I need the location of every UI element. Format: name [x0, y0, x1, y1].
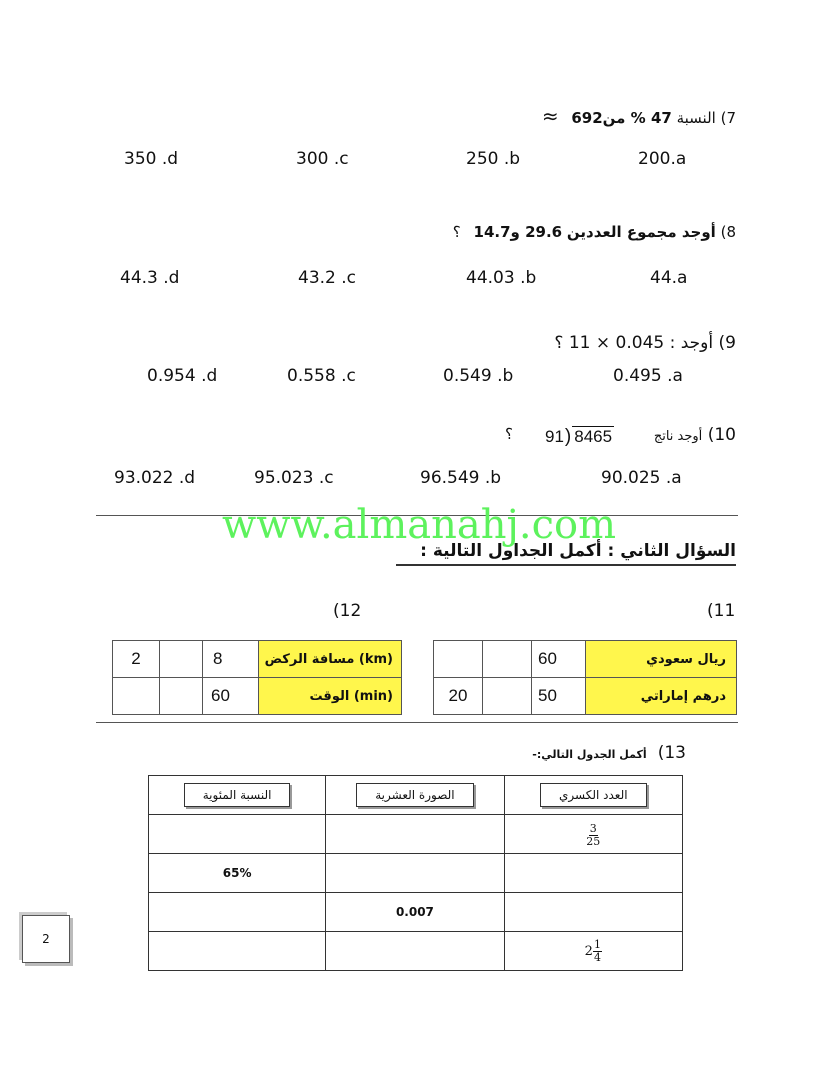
- question-10-mark: ؟: [505, 425, 513, 443]
- q9-option-d[interactable]: 0.954 .d: [147, 366, 218, 386]
- r2-fraction[interactable]: [504, 854, 682, 893]
- table-11-r1-label: ريال سعودي: [586, 641, 737, 678]
- question-8: [453, 223, 736, 241]
- fraction-3-25: $\frac{3}{25}$: [586, 821, 601, 848]
- q8-option-d[interactable]: 44.3 .d: [120, 268, 180, 288]
- header-percent-cell: [149, 776, 326, 815]
- question-8-mark: ؟: [452, 223, 461, 241]
- table-11-r2-label: درهم إماراتي: [586, 678, 737, 715]
- table-12-r2-c2[interactable]: [160, 678, 203, 715]
- table-11-r1-c1: 60: [532, 641, 586, 678]
- q9-option-a[interactable]: 0.495 .a: [613, 366, 683, 386]
- table-row: [113, 641, 402, 678]
- table-12-r2-c3[interactable]: [113, 678, 160, 715]
- table-12: [112, 640, 402, 715]
- r2-decimal[interactable]: [326, 854, 504, 893]
- r2-percent: 65%: [149, 854, 326, 893]
- question-7-text: النسبة: [676, 109, 716, 127]
- long-division: 91) 8465: [545, 426, 613, 447]
- q8-option-a[interactable]: 44.a: [650, 268, 688, 288]
- header-decimal-cell: [326, 776, 504, 815]
- q10-option-b[interactable]: 96.549 .b: [420, 468, 502, 488]
- q7-option-c[interactable]: 300 .c: [296, 149, 349, 169]
- table-row: [113, 678, 402, 715]
- header-percent: النسبة المئوية: [184, 783, 291, 807]
- r1-fraction: [504, 815, 682, 854]
- long-division-divisor: 91: [545, 427, 564, 446]
- r1-decimal[interactable]: [326, 815, 504, 854]
- q7-option-b[interactable]: 250 .b: [466, 149, 521, 169]
- table-row: [149, 932, 683, 971]
- fraction-1-4: $\frac{1}{4}$: [593, 937, 601, 964]
- table-11-r2-c1: 50: [532, 678, 586, 715]
- table-13: [148, 775, 683, 971]
- question-8-bold: 29.6 و14.7: [473, 223, 563, 241]
- table-row: [434, 678, 737, 715]
- question-13-text: أكمل الجدول التالي:-: [532, 748, 647, 761]
- question-7-bold: 47 % من692: [571, 109, 672, 127]
- table-12-r1-c3: 2: [113, 641, 160, 678]
- table-11-r1-c3[interactable]: [434, 641, 483, 678]
- question-13-number: 13): [657, 743, 686, 763]
- question-9: [554, 333, 736, 353]
- table-row: [149, 776, 683, 815]
- question-9-text: أوجد : 0.045 × 11 ؟: [554, 333, 714, 353]
- table-12-r2-c1: 60: [203, 678, 259, 715]
- table-row: [149, 815, 683, 854]
- q9-option-c[interactable]: 0.558 .c: [287, 366, 356, 386]
- q8-option-c[interactable]: 43.2 .c: [298, 268, 357, 288]
- section-2-title: السؤال الثاني : أكمل الجداول التالية :: [396, 541, 736, 566]
- question-10-number: 10): [707, 425, 736, 445]
- question-7: [542, 104, 736, 128]
- q10-option-c[interactable]: 95.023 .c: [254, 468, 334, 488]
- table-row: [149, 854, 683, 893]
- table-12-r1-c2[interactable]: [160, 641, 203, 678]
- question-12-number: (12: [333, 601, 362, 621]
- q7-option-d[interactable]: 350 .d: [124, 149, 179, 169]
- table-row: [149, 893, 683, 932]
- question-7-number: 7): [720, 109, 736, 127]
- question-10: [654, 425, 736, 445]
- question-9-number: 9): [718, 333, 736, 353]
- question-10-text: أوجد ناتج: [653, 429, 703, 444]
- r3-percent[interactable]: [149, 893, 326, 932]
- q8-option-b[interactable]: 44.03 .b: [466, 268, 537, 288]
- table-11-r2-c3: 20: [434, 678, 483, 715]
- r1-percent[interactable]: [149, 815, 326, 854]
- r3-fraction[interactable]: [504, 893, 682, 932]
- approx-symbol: ≈: [541, 104, 559, 128]
- q9-option-b[interactable]: 0.549 .b: [443, 366, 514, 386]
- table-12-r2-label: (min) الوقت: [259, 678, 402, 715]
- question-13: [532, 743, 686, 763]
- divider-2: [96, 722, 738, 723]
- q7-option-a[interactable]: 200.a: [638, 149, 687, 169]
- table-12-r1-label: (km) مسافة الركض: [259, 641, 402, 678]
- r4-percent[interactable]: [149, 932, 326, 971]
- table-11-r2-c2[interactable]: [483, 678, 532, 715]
- table-12-r1-c1: 8: [203, 641, 259, 678]
- table-11-r1-c2[interactable]: [483, 641, 532, 678]
- header-decimal: الصورة العشرية: [356, 783, 473, 807]
- question-11-number: (11: [707, 601, 736, 621]
- question-8-text: أوجد مجموع العددين: [566, 223, 716, 241]
- table-row: [434, 641, 737, 678]
- watermark: www.almanahj.com: [222, 502, 617, 548]
- question-8-number: 8): [720, 223, 736, 241]
- header-fraction: العدد الكسري: [540, 783, 647, 807]
- r4-decimal[interactable]: [326, 932, 504, 971]
- r3-decimal: 0.007: [326, 893, 504, 932]
- header-fraction-cell: [504, 776, 682, 815]
- q10-option-d[interactable]: 93.022 .d: [114, 468, 196, 488]
- page-number-box: [22, 915, 70, 963]
- r4-fraction: [504, 932, 682, 971]
- mixed-number-whole: 2: [584, 943, 593, 959]
- q10-option-a[interactable]: 90.025 .a: [601, 468, 682, 488]
- table-11: [433, 640, 737, 715]
- long-division-dividend: 8465: [574, 427, 613, 446]
- page-number: 2: [42, 932, 50, 946]
